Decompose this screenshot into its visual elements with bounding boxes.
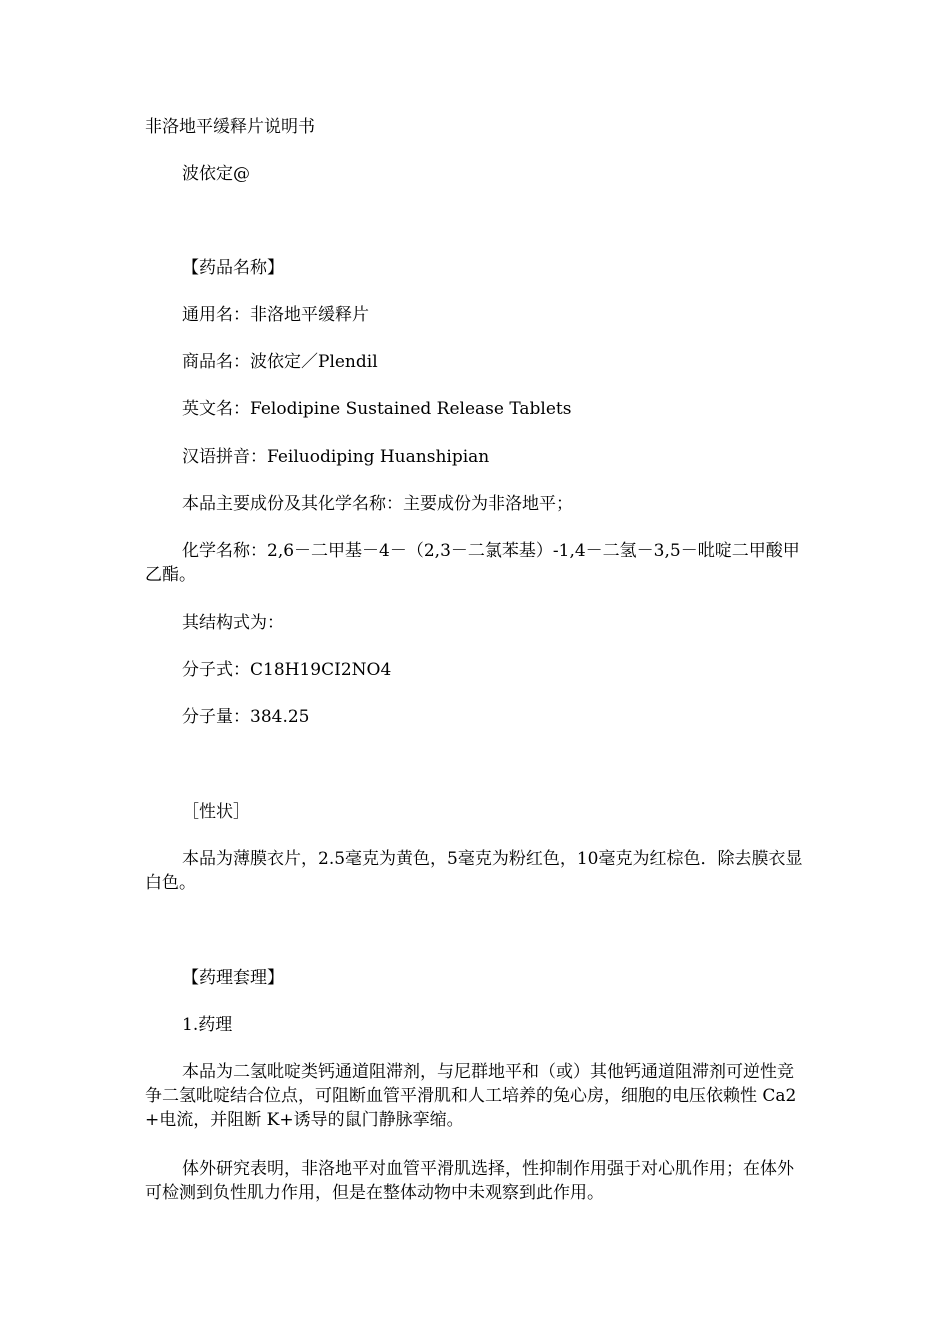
molecular-formula: 分子式：C18H19CI2NO4 — [182, 660, 392, 680]
pharmacology-paragraph-1: 本品为二氢吡啶类钙通道阻滞剂，与尼群地平和（或）其他钙通道阻滞剂可逆性竞争二氢吡啶结合位点，可阻断血管平滑肌和人工培养的兔心房，细胞的电压依赖性 Ca2+电流，并阻断 K+诱导的鼠门静脉挛缩。 — [145, 1062, 797, 1130]
generic-name: 通用名：非洛地平缓释片 — [182, 305, 369, 325]
molecular-weight: 分子量：384.25 — [182, 707, 310, 727]
section-heading-description: ［性状］ — [182, 802, 250, 822]
section-heading-drug-name: 【药品名称】 — [182, 258, 284, 278]
description-text: 本品为薄膜衣片，2.5毫克为黄色，5毫克为粉红色，10毫克为红棕色．除去膜衣显白色。 — [145, 849, 803, 893]
document-title: 非洛地平缓释片说明书 — [145, 117, 315, 137]
section-heading-pharmacology: 【药理套理】 — [182, 968, 284, 988]
main-ingredient: 本品主要成份及其化学名称：主要成份为非洛地平； — [182, 494, 573, 514]
chemical-name: 化学名称：2,6－二甲基－4－（2,3－二氯苯基）-1,4－二氢－3,5－吡啶二甲酸甲乙酯。 — [145, 541, 800, 585]
pharmacology-subheading: 1.药理 — [182, 1015, 233, 1035]
pinyin-name: 汉语拼音：Feiluodiping Huanshipian — [182, 447, 490, 467]
brand-line: 波依定@ — [182, 164, 250, 184]
trade-name: 商品名：波依定／Plendil — [182, 352, 378, 372]
structure-label: 其结构式为： — [182, 613, 284, 633]
pharmacology-paragraph-2: 体外研究表明，非洛地平对血管平滑肌选择，性抑制作用强于对心肌作用；在体外可检测到负性肌力作用，但是在整体动物中未观察到此作用。 — [145, 1159, 794, 1203]
english-name: 英文名：Felodipine Sustained Release Tablets — [182, 399, 572, 419]
